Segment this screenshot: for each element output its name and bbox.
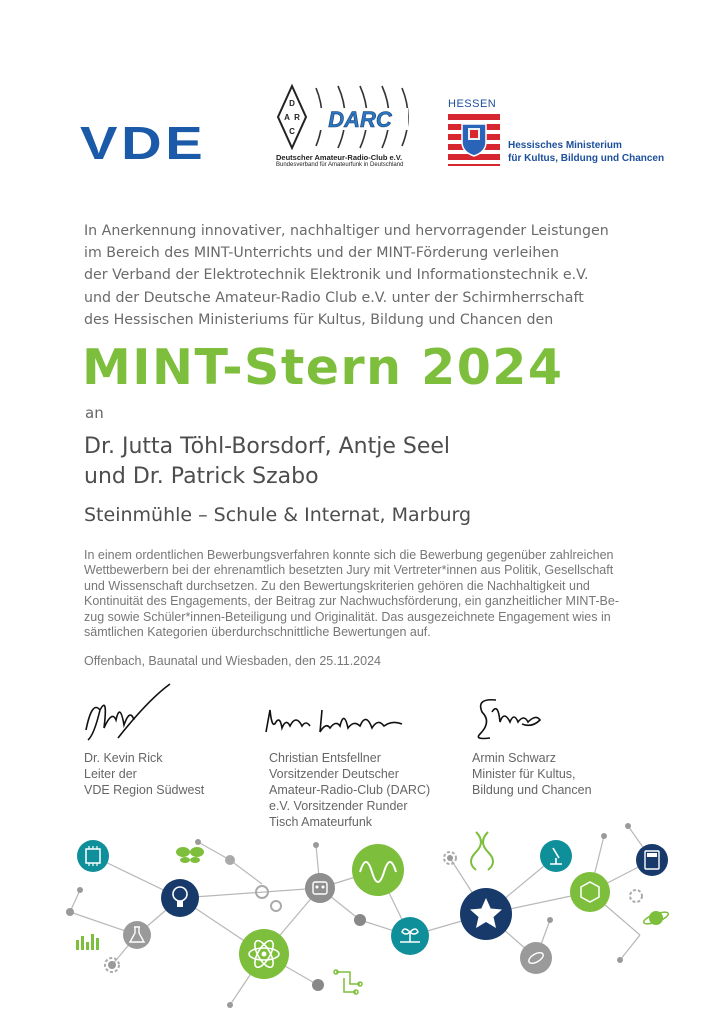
signatory-line: Vorsitzender Deutscher [269,767,399,781]
hessen-logo [448,98,668,168]
dna-icon [471,832,493,870]
signature-rick [78,680,178,750]
signature-entsfellner [262,702,412,742]
intro-line: der Verband der Elektrotechnik Elektronik und Informationstechnik e.V. [84,267,589,284]
signature-schwarz [470,692,550,747]
svg-text:R: R [294,113,300,122]
svg-text:A: A [284,113,290,122]
atom-icon [239,929,289,979]
robot-icon [305,873,335,903]
justification-paragraph [84,548,654,640]
hessen-coat-of-arms-icon [448,114,500,166]
intro-line: und der Deutsche Amateur-Radio Club e.V. unter der Schirmherrschaft [84,289,584,306]
body-line: und Wissenschaft durchsetzen. Zu den Bewertungskriterien gehören die Nachhaltigkeit und [84,578,590,593]
intro-line: im Bereich des MINT-Unterrichts und der MINT-Förderung verleihen [84,245,560,262]
signatory-line: Minister für Kultus, [472,767,576,781]
plant-hand-icon [391,917,429,955]
signatory-line: Dr. Kevin Rick [84,751,163,765]
circuit-icon [334,970,362,994]
signatory-line: Tisch Amateurfunk [269,815,373,829]
darc-subtitle: Bundesverband für Amateurfunk in Deutschland [276,161,404,168]
calculator-icon [636,844,668,876]
microscope-icon [540,840,572,872]
flask-icon [123,921,151,949]
signatory-line: Bildung und Chancen [472,783,592,797]
intro-paragraph [84,220,664,331]
body-line: zug sowie Schüler*innen-Beteiligung und Originalität. Das ausgezeichnete Engagement wies in [84,609,611,624]
intro-line: des Hessischen Ministeriums für Kultus, Bildung und Chancen den [84,311,554,328]
recipient-line: und Dr. Patrick Szabo [84,464,319,489]
body-line: sämtlichen Kategorien überdurchschnittliche Bewertungen auf. [84,625,431,640]
butterfly-icon [176,847,204,863]
award-title: MINT-Stern 2024 [82,339,564,396]
svg-text:C: C [289,127,295,136]
signatory-rick [84,750,204,798]
darc-tagline [276,154,426,168]
bar-chart-icon [76,934,99,950]
vde-logo: VDE [80,117,207,169]
mint-network-illustration [0,810,728,1030]
recipient-line: Dr. Jutta Töhl-Borsdorf, Antje Seel [84,434,451,459]
signatory-line: Christian Entsfellner [269,751,381,765]
logo-header [0,80,728,170]
signatory-line: Leiter der [84,767,137,781]
molecule-icon [570,872,610,912]
body-line: Wettbewerbern bei der ehrenamtlich besetzten Jury mit Vertreter*innen aus Politik, Gesellschaft [84,563,614,578]
place-date: Offenbach, Baunatal und Wiesbaden, den 25.11.2024 [84,654,381,668]
signatory-line: VDE Region Südwest [84,783,205,797]
oscilloscope-icon [352,844,404,896]
recipient-names [84,432,450,492]
planet-icon [642,910,669,926]
signatory-line: e.V. Vorsitzender Runder [269,799,408,813]
star-icon [460,888,512,940]
intro-line: In Anerkennung innovativer, nachhaltiger und hervorragender Leistungen [84,223,609,239]
bacteria-icon [520,942,552,974]
darc-name: Deutscher Amateur-Radio-Club e.V. [276,153,403,162]
svg-text:DARC: DARC [328,107,392,132]
school-name: Steinmühle – Schule & Internat, Marburg [84,504,472,526]
hessen-ministry-name: Hessisches Ministerium für Kultus, Bildung und Chancen [508,140,665,164]
chip-icon [77,840,109,872]
signatory-line: Amateur-Radio-Club (DARC) [269,783,431,797]
signatory-line: Armin Schwarz [472,751,557,765]
hessen-word: HESSEN [448,98,497,110]
signatory-schwarz [472,750,592,798]
svg-text:D: D [289,99,295,108]
body-line: Kontinuität des Engagements, der Beitrag zur Nachwuchsförderung, ein ganzheitlicher MINT-Be- [84,594,620,609]
award-preposition: an [85,404,104,422]
bulb-icon [161,879,199,917]
body-line: In einem ordentlichen Bewerbungsverfahren konnte sich die Bewerbung gegenüber zahlreichen [84,548,614,562]
